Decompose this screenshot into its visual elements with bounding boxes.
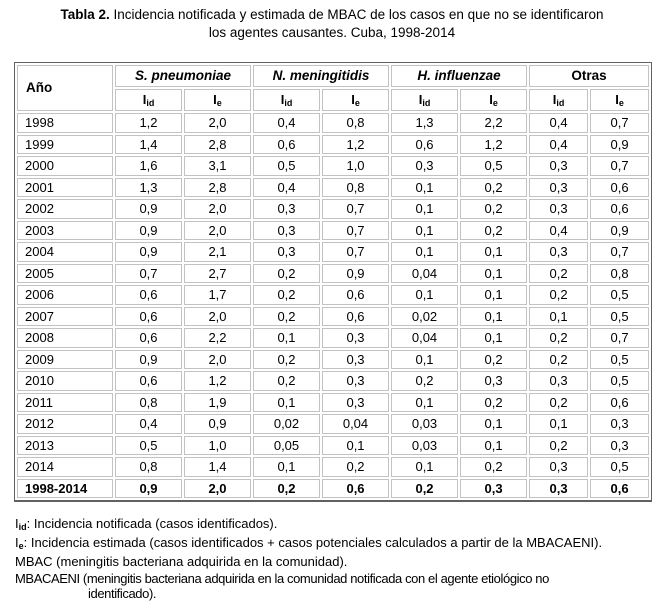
year-cell: 2014 xyxy=(17,457,113,477)
value-cell: 0,1 xyxy=(322,436,389,456)
value-cell: 0,1 xyxy=(391,242,458,262)
value-cell: 0,3 xyxy=(529,156,588,176)
value-cell: 1,2 xyxy=(460,135,527,155)
value-cell: 0,9 xyxy=(115,199,182,219)
value-cell: 0,1 xyxy=(391,393,458,413)
value-cell: 0,6 xyxy=(115,328,182,348)
value-cell: 0,3 xyxy=(460,371,527,391)
value-cell: 1,2 xyxy=(115,113,182,133)
value-cell: 1,9 xyxy=(184,393,251,413)
value-cell: 0,3 xyxy=(391,156,458,176)
value-cell: 0,8 xyxy=(590,264,649,284)
value-cell: 0,1 xyxy=(391,350,458,370)
footnotes xyxy=(15,514,664,601)
year-cell: 2013 xyxy=(17,436,113,456)
col-header-iid: $I_{id}$ xyxy=(115,89,182,111)
footnote-mbac: MBAC (meningitis bacteriana adquirida en la comunidad). xyxy=(15,554,348,569)
value-cell: 0,6 xyxy=(115,371,182,391)
table-row xyxy=(17,307,649,327)
value-cell: 1,3 xyxy=(391,113,458,133)
value-cell: 0,6 xyxy=(322,307,389,327)
value-cell: 0,2 xyxy=(460,350,527,370)
value-cell: 0,7 xyxy=(590,328,649,348)
value-cell: 0,7 xyxy=(590,156,649,176)
value-cell: 0,5 xyxy=(460,156,527,176)
title-line-2: los agentes causantes. Cuba, 1998-2014 xyxy=(208,25,456,40)
value-cell: 0,6 xyxy=(115,307,182,327)
value-cell: 1,2 xyxy=(184,371,251,391)
value-cell: 1,0 xyxy=(184,436,251,456)
value-cell: 0,1 xyxy=(460,307,527,327)
value-cell: 0,9 xyxy=(590,135,649,155)
year-cell: 2001 xyxy=(17,178,113,198)
col-header-ie: $I_e$ xyxy=(590,89,649,111)
value-cell: 0,04 xyxy=(322,414,389,434)
table-row xyxy=(17,479,649,499)
value-cell: 2,2 xyxy=(460,113,527,133)
group-header-h-influenzae: H. influenzae xyxy=(391,65,527,87)
value-cell: 0,5 xyxy=(590,307,649,327)
value-cell: 2,0 xyxy=(184,350,251,370)
value-cell: 0,1 xyxy=(391,178,458,198)
page-title xyxy=(12,6,652,42)
value-cell: 0,5 xyxy=(590,350,649,370)
table-row xyxy=(17,113,649,133)
value-cell: 0,2 xyxy=(460,199,527,219)
value-cell: 0,1 xyxy=(460,414,527,434)
value-cell: 0,1 xyxy=(391,199,458,219)
table-row xyxy=(17,135,649,155)
value-cell: 0,2 xyxy=(322,457,389,477)
title-text: Incidencia notificada y estimada de MBAC de los casos en que no se identificaron xyxy=(109,7,604,22)
table-row xyxy=(17,178,649,198)
value-cell: 1,2 xyxy=(322,135,389,155)
value-cell: 0,7 xyxy=(115,264,182,284)
group-header-s-pneumoniae: S. pneumoniae xyxy=(115,65,251,87)
value-cell: 0,2 xyxy=(529,328,588,348)
value-cell: 0,3 xyxy=(529,479,588,499)
table-row xyxy=(17,393,649,413)
value-cell: 0,9 xyxy=(184,414,251,434)
value-cell: 0,9 xyxy=(115,242,182,262)
value-cell: 0,3 xyxy=(253,242,320,262)
value-cell: 2,2 xyxy=(184,328,251,348)
value-cell: 0,02 xyxy=(391,307,458,327)
value-cell: 0,1 xyxy=(460,436,527,456)
year-cell: 1999 xyxy=(17,135,113,155)
value-cell: 0,5 xyxy=(115,436,182,456)
value-cell: 0,6 xyxy=(115,285,182,305)
table-row xyxy=(17,242,649,262)
value-cell: 0,9 xyxy=(590,221,649,241)
col-header-iid: $I_{id}$ xyxy=(253,89,320,111)
table-body xyxy=(17,113,649,498)
value-cell: 0,2 xyxy=(529,393,588,413)
value-cell: 0,1 xyxy=(253,393,320,413)
year-cell: 2005 xyxy=(17,264,113,284)
value-cell: 0,3 xyxy=(529,178,588,198)
value-cell: 0,2 xyxy=(253,350,320,370)
value-cell: 0,6 xyxy=(590,199,649,219)
value-cell: 1,6 xyxy=(115,156,182,176)
value-cell: 2,0 xyxy=(184,221,251,241)
value-cell: 0,9 xyxy=(115,221,182,241)
value-cell: 0,2 xyxy=(253,285,320,305)
table-row xyxy=(17,457,649,477)
value-cell: 0,2 xyxy=(529,436,588,456)
value-cell: 0,2 xyxy=(460,393,527,413)
value-cell: 0,04 xyxy=(391,328,458,348)
col-header-iid: $I_{id}$ xyxy=(391,89,458,111)
value-cell: 0,7 xyxy=(322,199,389,219)
value-cell: 1,4 xyxy=(115,135,182,155)
value-cell: 2,0 xyxy=(184,479,251,499)
value-cell: 0,02 xyxy=(253,414,320,434)
table-row xyxy=(17,221,649,241)
value-cell: 1,0 xyxy=(322,156,389,176)
value-cell: 0,5 xyxy=(590,285,649,305)
value-cell: 0,6 xyxy=(590,178,649,198)
value-cell: 0,5 xyxy=(590,457,649,477)
value-cell: 0,1 xyxy=(460,285,527,305)
value-cell: 0,5 xyxy=(590,371,649,391)
value-cell: 0,2 xyxy=(529,264,588,284)
value-cell: 0,1 xyxy=(253,457,320,477)
footnote-iid: $I_{id}$: Incidencia notificada (casos identificados). xyxy=(15,516,278,532)
value-cell: 3,1 xyxy=(184,156,251,176)
table-row xyxy=(17,285,649,305)
value-cell: 0,3 xyxy=(322,350,389,370)
table-row xyxy=(17,371,649,391)
value-cell: 0,2 xyxy=(253,307,320,327)
year-cell: 2009 xyxy=(17,350,113,370)
value-cell: 0,5 xyxy=(253,156,320,176)
value-cell: 0,8 xyxy=(115,457,182,477)
table-row xyxy=(17,156,649,176)
value-cell: 0,1 xyxy=(460,328,527,348)
value-cell: 0,7 xyxy=(590,113,649,133)
table-row xyxy=(17,328,649,348)
value-cell: 0,3 xyxy=(322,393,389,413)
value-cell: 0,1 xyxy=(529,307,588,327)
value-cell: 0,3 xyxy=(590,414,649,434)
value-cell: 0,3 xyxy=(460,479,527,499)
value-cell: 0,1 xyxy=(391,457,458,477)
value-cell: 0,03 xyxy=(391,414,458,434)
value-cell: 0,7 xyxy=(322,242,389,262)
value-cell: 0,4 xyxy=(115,414,182,434)
year-cell: 1998 xyxy=(17,113,113,133)
value-cell: 0,2 xyxy=(253,479,320,499)
value-cell: 0,6 xyxy=(322,285,389,305)
value-cell: 1,7 xyxy=(184,285,251,305)
value-cell: 0,3 xyxy=(590,436,649,456)
col-header-ie: $I_e$ xyxy=(460,89,527,111)
value-cell: 0,4 xyxy=(253,178,320,198)
table-number-label: Tabla 2. xyxy=(60,7,110,22)
year-cell: 2006 xyxy=(17,285,113,305)
value-cell: 0,8 xyxy=(115,393,182,413)
value-cell: 0,3 xyxy=(253,199,320,219)
value-cell: 0,2 xyxy=(529,285,588,305)
year-cell: 1998-2014 xyxy=(17,479,113,499)
value-cell: 2,0 xyxy=(184,307,251,327)
col-header-iid: $I_{id}$ xyxy=(529,89,588,111)
year-column-header: Año xyxy=(17,65,113,111)
year-cell: 2003 xyxy=(17,221,113,241)
value-cell: 0,1 xyxy=(460,242,527,262)
value-cell: 0,2 xyxy=(460,178,527,198)
value-cell: 0,2 xyxy=(460,221,527,241)
group-header-otras: Otras xyxy=(529,65,649,87)
value-cell: 2,8 xyxy=(184,135,251,155)
value-cell: 0,3 xyxy=(529,242,588,262)
value-cell: 0,4 xyxy=(253,113,320,133)
value-cell: 1,3 xyxy=(115,178,182,198)
value-cell: 0,7 xyxy=(590,242,649,262)
value-cell: 0,6 xyxy=(391,135,458,155)
value-cell: 0,03 xyxy=(391,436,458,456)
col-header-ie: $I_e$ xyxy=(322,89,389,111)
value-cell: 0,6 xyxy=(322,479,389,499)
title-line-1 xyxy=(12,6,652,24)
value-cell: 0,9 xyxy=(115,479,182,499)
value-cell: 0,2 xyxy=(253,371,320,391)
col-header-ie: $I_e$ xyxy=(184,89,251,111)
group-header-n-meningitidis: N. meningitidis xyxy=(253,65,389,87)
value-cell: 0,05 xyxy=(253,436,320,456)
year-cell: 2004 xyxy=(17,242,113,262)
value-cell: 2,0 xyxy=(184,113,251,133)
value-cell: 0,3 xyxy=(529,371,588,391)
year-cell: 2000 xyxy=(17,156,113,176)
value-cell: 0,2 xyxy=(391,479,458,499)
value-cell: 0,7 xyxy=(322,221,389,241)
value-cell: 0,8 xyxy=(322,113,389,133)
table-row xyxy=(17,264,649,284)
table-row xyxy=(17,414,649,434)
value-cell: 0,04 xyxy=(391,264,458,284)
incidence-table xyxy=(14,62,652,502)
value-cell: 2,1 xyxy=(184,242,251,262)
value-cell: 0,8 xyxy=(322,178,389,198)
value-cell: 0,1 xyxy=(529,414,588,434)
year-cell: 2002 xyxy=(17,199,113,219)
value-cell: 0,6 xyxy=(590,393,649,413)
value-cell: 1,4 xyxy=(184,457,251,477)
value-cell: 2,7 xyxy=(184,264,251,284)
value-cell: 0,3 xyxy=(529,457,588,477)
table-row xyxy=(17,199,649,219)
value-cell: 0,6 xyxy=(253,135,320,155)
value-cell: 0,2 xyxy=(391,371,458,391)
footnote-ie: $I_e$: Incidencia estimada (casos identificados + casos potenciales calculados a partir de la MBACAENI). xyxy=(15,535,603,551)
value-cell: 0,2 xyxy=(253,264,320,284)
footnote-mbacaeni: MBACAENI (meningitis bacteriana adquirida en la comunidad notificada con el agente etiológico no identificado). xyxy=(15,571,549,601)
value-cell: 2,0 xyxy=(184,199,251,219)
table-row xyxy=(17,436,649,456)
value-cell: 0,9 xyxy=(115,350,182,370)
year-cell: 2007 xyxy=(17,307,113,327)
value-cell: 0,3 xyxy=(253,221,320,241)
table-row xyxy=(17,350,649,370)
value-cell: 0,2 xyxy=(529,350,588,370)
value-cell: 0,3 xyxy=(322,328,389,348)
value-cell: 0,1 xyxy=(391,285,458,305)
value-cell: 0,1 xyxy=(391,221,458,241)
value-cell: 0,1 xyxy=(253,328,320,348)
year-cell: 2008 xyxy=(17,328,113,348)
value-cell: 0,3 xyxy=(322,371,389,391)
year-cell: 2010 xyxy=(17,371,113,391)
value-cell: 0,2 xyxy=(460,457,527,477)
group-header-row xyxy=(17,65,649,87)
year-cell: 2011 xyxy=(17,393,113,413)
year-cell: 2012 xyxy=(17,414,113,434)
value-cell: 0,4 xyxy=(529,221,588,241)
value-cell: 0,1 xyxy=(460,264,527,284)
value-cell: 0,3 xyxy=(529,199,588,219)
value-cell: 0,6 xyxy=(590,479,649,499)
value-cell: 0,9 xyxy=(322,264,389,284)
value-cell: 0,4 xyxy=(529,135,588,155)
value-cell: 0,4 xyxy=(529,113,588,133)
value-cell: 2,8 xyxy=(184,178,251,198)
